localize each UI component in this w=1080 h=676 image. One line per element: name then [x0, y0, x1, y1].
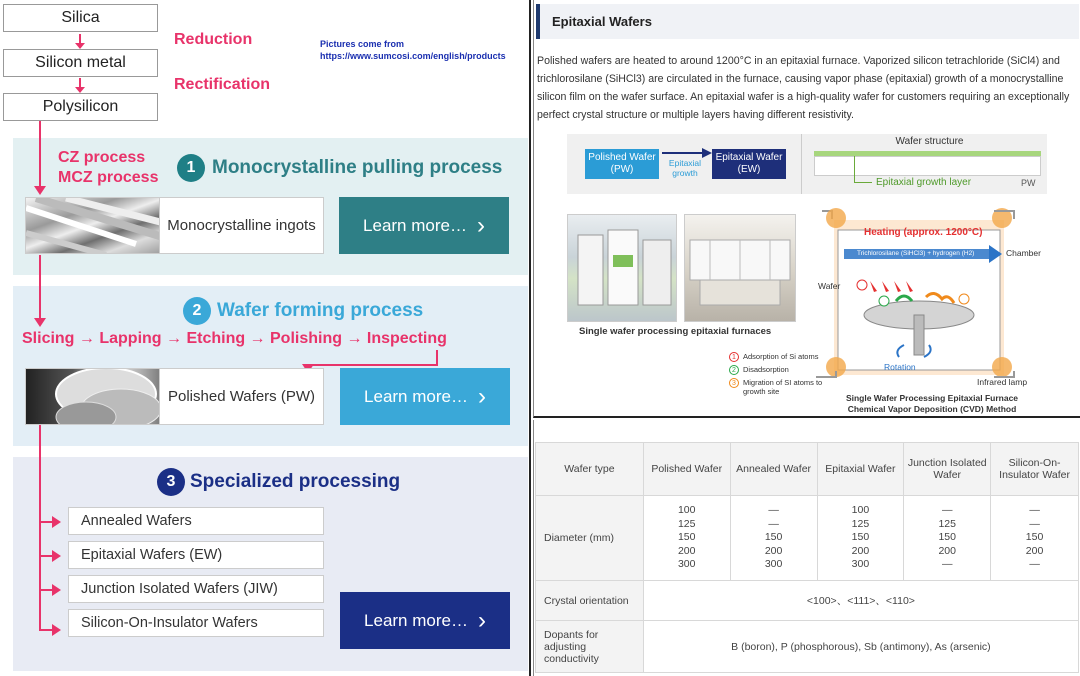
photo-caption: Single wafer processing epitaxial furnaces	[579, 326, 772, 337]
infrared-lamp-label: Infrared lamp	[977, 377, 1028, 387]
legend-num: 3	[729, 378, 739, 388]
cell-value: 300	[851, 558, 870, 571]
epi-layer-label: Epitaxial growth layer	[876, 177, 972, 188]
mcz-process-text: MCZ process	[58, 169, 159, 186]
flow-silica: Silica	[3, 4, 158, 32]
chevron-right-icon: ›	[477, 606, 486, 634]
cell-value: 150	[851, 531, 870, 544]
chevron-right-icon: ›	[476, 211, 485, 239]
table-row-diameter	[536, 496, 1079, 581]
row-label-dopants: Dopants for adjusting conductivity	[536, 621, 644, 673]
cell-value: 100	[851, 504, 870, 517]
cell-value: 100	[677, 504, 696, 517]
furnace-photo-2	[684, 214, 796, 322]
connector-line	[39, 121, 41, 189]
cvd-caption-line1: Single Wafer Processing Epitaxial Furnace	[845, 393, 1019, 403]
legend-text: Migration of SI atoms to growth site	[743, 378, 823, 396]
cell-value: 300	[764, 558, 783, 571]
table-header-row	[536, 443, 1079, 496]
furnace-illustration	[685, 215, 797, 323]
legend-num: 2	[729, 365, 739, 375]
down-arrow-icon	[34, 186, 46, 196]
spec-annealed-wafers[interactable]: Annealed Wafers	[68, 507, 324, 535]
cell-value: 150	[938, 531, 956, 544]
spec-epitaxial-wafers[interactable]: Epitaxial Wafers (EW)	[68, 541, 324, 569]
learn-more-polished-button[interactable]	[340, 368, 510, 425]
right-arrow-icon	[52, 624, 62, 636]
connector-line	[39, 255, 41, 321]
cell-value: 200	[1025, 544, 1044, 557]
row-label-diameter: Diameter (mm)	[536, 496, 644, 581]
pw-box: Polished Wafer (PW)	[585, 149, 659, 179]
cz-process-label	[58, 148, 158, 188]
cell-value: 150	[677, 531, 696, 544]
down-arrow-icon	[34, 318, 46, 328]
epitaxial-title: Epitaxial Wafers	[552, 14, 652, 29]
step-rectification: Rectification	[174, 76, 271, 93]
step-2-badge: 2	[183, 297, 211, 325]
header-annealed: Annealed Wafer	[730, 443, 817, 496]
pw-layer-bar	[814, 156, 1041, 176]
gas-label: Trichlorosilane (SiHCl3) + hydrogen (H2)	[857, 250, 975, 257]
spec-junction-isolated-wafers[interactable]: Junction Isolated Wafers (JIW)	[68, 575, 324, 603]
learn-more-label: Learn more…	[363, 215, 467, 235]
crystal-value: <100>、<111>、<110>	[643, 581, 1078, 621]
epitaxial-panel	[533, 0, 1080, 418]
ew-box: Epitaxial Wafer (EW)	[712, 149, 786, 179]
step-reduction: Reduction	[174, 31, 253, 48]
table-row-dopants	[536, 621, 1079, 673]
cell-value: —	[768, 517, 779, 530]
cell-value: 300	[677, 558, 696, 571]
epitaxial-header	[536, 4, 1079, 39]
cell-value: 125	[677, 517, 696, 530]
sec3-title: Specialized processing	[190, 471, 401, 492]
wafer-structure-title: Wafer structure	[895, 136, 964, 147]
cell-value: 125	[938, 517, 956, 530]
heating-label: Heating (approx. 1200°C)	[864, 227, 983, 238]
diameter-cell	[643, 496, 730, 581]
cell-value: 200	[677, 544, 696, 557]
learn-more-label: Learn more…	[364, 610, 468, 630]
spec-soi-wafers[interactable]: Silicon-On-Insulator Wafers	[68, 609, 324, 637]
flow-polysilicon: Polysilicon	[3, 93, 158, 121]
cell-value: 200	[851, 544, 870, 557]
wafer-structure-panel	[567, 134, 1047, 194]
pictures-source-note: Pictures come from https://www.sumcosi.com/english/products	[320, 39, 506, 61]
cell-value: 200	[938, 544, 956, 557]
diameter-cell	[904, 496, 991, 581]
cell-value: 125	[851, 517, 870, 530]
dopants-value: B (boron), P (phosphorous), Sb (antimony), As (arsenic)	[643, 621, 1078, 673]
connector-line	[307, 364, 438, 366]
wafer-spec-table-panel	[533, 420, 1080, 676]
down-arrow-icon	[74, 78, 86, 94]
cvd-caption	[822, 393, 1042, 415]
table-row-crystal	[536, 581, 1079, 621]
wafer-forming-steps: Slicing → Lapping → Etching → Polishing → Inspecting	[22, 330, 447, 347]
product-polished-wafers: Polished Wafers (PW)	[159, 368, 324, 425]
legend-text: Adsorption of Si atoms	[743, 352, 819, 361]
product-monocrystalline-ingots: Monocrystalline ingots	[159, 197, 324, 254]
cell-value: —	[1029, 517, 1040, 530]
process-diagram-panel	[0, 0, 531, 676]
header-epitaxial: Epitaxial Wafer	[817, 443, 904, 496]
furnace-photo-1	[567, 214, 677, 322]
wafer-spec-table	[535, 442, 1079, 673]
cvd-caption-line2: Chemical Vapor Deposition (CVD) Method	[847, 404, 1017, 414]
learn-more-specialized-button[interactable]	[340, 592, 510, 649]
lamp-icon	[826, 208, 846, 228]
cell-value: —	[768, 504, 779, 517]
connector-line	[39, 425, 41, 631]
leader-line	[854, 156, 855, 183]
header-wafer-type: Wafer type	[536, 443, 644, 496]
wafer-label: Wafer	[818, 281, 841, 291]
diameter-cell	[991, 496, 1079, 581]
furnace-illustration	[568, 215, 678, 323]
diameter-cell	[730, 496, 817, 581]
cell-value: 200	[764, 544, 783, 557]
learn-more-monocrystalline-button[interactable]	[339, 197, 509, 254]
flow-silicon-metal: Silicon metal	[3, 49, 158, 77]
right-arrow-icon	[52, 516, 62, 528]
epitaxial-description: Polished wafers are heated to around 1200°C in an epitaxial furnace. Vaporized silicon tetrachloride (SiCl4) and trichlorosilane (SiHCl3) are circulated in the furnace, causing vapor phase (epitaxial) growth of a monocrystalline silicon film on the wafer surface. An epitaxial wafer is a high-quality wafer for customers requiring an exceptionally perfect crystal structure or multiple layers having different resistivity.	[537, 55, 1070, 121]
chamber-label: Chamber	[1006, 248, 1041, 258]
arrow-right-icon	[662, 148, 712, 158]
right-arrow-icon	[52, 584, 62, 596]
learn-more-label: Learn more…	[364, 386, 468, 406]
down-arrow-icon	[74, 34, 86, 50]
step-1-badge: 1	[177, 154, 205, 182]
header-soi: Silicon-On-Insulator Wafer	[991, 443, 1079, 496]
cz-process-text: CZ process	[58, 149, 146, 166]
cell-value: —	[941, 504, 953, 517]
right-arrow-icon	[52, 550, 62, 562]
cell-value: 150	[764, 531, 783, 544]
epitaxial-growth-label: Epitaxial growth	[668, 158, 702, 178]
chevron-right-icon: ›	[477, 382, 486, 410]
step-3-badge: 3	[157, 468, 185, 496]
lamp-icon	[992, 357, 1012, 377]
header-junction-isolated: Junction Isolated Wafer	[904, 443, 991, 496]
pw-label: PW	[1021, 178, 1036, 188]
rotation-label: Rotation	[884, 362, 916, 372]
header-polished: Polished Wafer	[643, 443, 730, 496]
leader-line	[854, 182, 872, 183]
diameter-cell	[817, 496, 904, 581]
legend-text: Disadsorption	[743, 365, 789, 374]
cell-value: 150	[1025, 531, 1044, 544]
cell-value: —	[941, 558, 953, 571]
sec2-title: Wafer forming process	[217, 300, 424, 321]
cell-value: —	[1029, 558, 1040, 571]
divider	[801, 134, 802, 194]
legend-num: 1	[729, 352, 739, 362]
sec1-title: Monocrystalline pulling process	[212, 157, 503, 178]
row-label-crystal: Crystal orientation	[536, 581, 644, 621]
cell-value: —	[1029, 504, 1040, 517]
